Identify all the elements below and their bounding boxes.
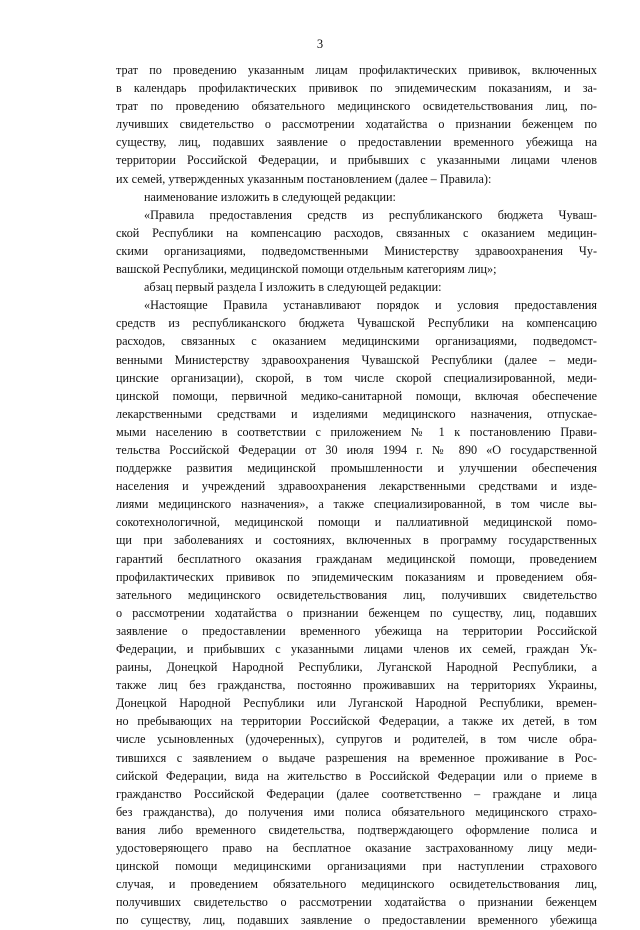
text-line: числе усыновленных (удочеренных), супругов и родителей, в том числе обра- bbox=[116, 732, 597, 747]
text-line: также лиц без гражданства, постоянно проживавших на территориях Украины, bbox=[116, 678, 597, 693]
text-line: раины, Донецкой Народной Республики, Луганской Народной Республики, а bbox=[116, 660, 597, 675]
text-line: профилактических прививок по эпидемическим показаниям и проведением обя- bbox=[116, 569, 597, 584]
text-line: трат по проведению указанным лицам профилактических прививок, включенных bbox=[116, 63, 597, 77]
text-line: зательного медицинского освидетельствования лиц, получивших свидетельство bbox=[116, 587, 597, 602]
text-line: вашской Республики, медицинской помощи отдельным категориям лиц»; bbox=[116, 262, 497, 277]
text-line: получивших свидетельство о рассмотрении ходатайства о признании беженцем bbox=[116, 895, 597, 910]
text-line: по существу, лиц, подавших заявление о предоставлении временного убежища bbox=[116, 913, 597, 928]
text-line: лекарственными средствами и изделиями медицинского назначения, отпускае- bbox=[116, 406, 597, 421]
text-line: «Правила предоставления средств из республиканского бюджета Чуваш- bbox=[144, 207, 597, 222]
text-line: щи при заболеваниях и состояниях, включенных в программу государственных bbox=[116, 533, 597, 548]
text-line: Донецкой Народной Республики или Луганской Народной Республики, времен- bbox=[116, 696, 597, 711]
text-line: сокотехнологичной, медицинской помощи и паллиативной медицинской помо- bbox=[116, 515, 597, 530]
text-line: «Настоящие Правила устанавливают порядок и условия предоставления bbox=[144, 298, 597, 313]
text-line: абзац первый раздела I изложить в следующей редакции: bbox=[144, 280, 442, 295]
text-line: населения и учреждений здравоохранения лекарственными средствами и изде- bbox=[116, 479, 597, 494]
text-line: средств из республиканского бюджета Чувашской Республики на компенсацию bbox=[116, 316, 597, 331]
text-line: трат по проведению обязательного медицинского освидетельствования лиц, по- bbox=[116, 99, 597, 114]
text-line: расходов, связанных с оказанием медицинскими организациями, подведомст- bbox=[116, 334, 597, 349]
text-line: без гражданства), до получения ими полиса обязательного медицинского страхо- bbox=[116, 804, 597, 819]
text-line: вания либо временного свидетельства, подтверждающего оформление полиса и bbox=[116, 822, 597, 837]
text-line: поддержке развития медицинской промышленности и улучшении обеспечения bbox=[116, 461, 597, 476]
text-line: о рассмотрении ходатайства о признании беженцем по существу, лиц, подавших bbox=[116, 605, 597, 620]
text-line: ской Республики на компенсацию расходов, связанных с оказанием медицин- bbox=[116, 225, 597, 240]
text-line: венными Министерству здравоохранения Чувашской Республики (далее – меди- bbox=[116, 352, 597, 367]
text-line: гражданство Российской Федерации (далее соответственно – граждане и лица bbox=[116, 786, 597, 801]
text-line: наименование изложить в следующей редакции: bbox=[144, 189, 396, 204]
text-line: Федерации, и прибывших с указанными лицами членов их семей, граждан Ук- bbox=[116, 642, 597, 656]
text-line: лиями медицинского назначения», а также специализированной, в том числе вы- bbox=[116, 497, 597, 512]
text-line: цинской помощи медицинскими организациями при наступлении страхового bbox=[116, 859, 597, 874]
text-line: удостоверяющего право на бесплатное оказание застрахованному лицу меди- bbox=[116, 841, 597, 856]
text-line: цинской помощи, первичной медико-санитарной помощи, включая обеспечение bbox=[116, 388, 597, 403]
text-line: лучивших свидетельство о рассмотрении ходатайства о признании беженцем по bbox=[116, 117, 597, 132]
text-line: существу, лиц, подавших заявление о предоставлении временного убежища на bbox=[116, 135, 597, 150]
text-line: сийской Федерации, вида на жительство в Российской Федерации или о приеме в bbox=[116, 768, 597, 783]
text-line: заявление о предоставлении временного убежища на территории Российской bbox=[116, 623, 597, 638]
text-line: но пребывающих на территории Российской Федерации, а также их детей, в том bbox=[116, 714, 597, 729]
document-body bbox=[116, 61, 597, 930]
text-line: гарантий бесплатного оказания гражданам медицинской помощи, проведением bbox=[116, 551, 597, 566]
text-line: цинские организации), скорой, в том числе скорой специализированной, меди- bbox=[116, 370, 597, 385]
text-line: территории Российской Федерации, и прибывших с указанными лицами членов bbox=[116, 153, 597, 168]
text-line: их семей, утвержденных указанным постановлением (далее – Правила): bbox=[116, 171, 492, 186]
text-line: случая, и проведением обязательного медицинского освидетельствования лиц, bbox=[116, 877, 597, 892]
text-line: скими организациями, подведомственными Министерству здравоохранения Чу- bbox=[116, 243, 597, 258]
text-line: тившихся с заявлением о выдаче разрешения на временное проживание в Рос- bbox=[116, 750, 597, 765]
text-line: тельства Российской Федерации от 30 июля 1994 г. № 890 «О государственной bbox=[116, 442, 597, 457]
text-line: в календарь профилактических прививок по эпидемическим показаниям, и за- bbox=[116, 81, 597, 96]
text-line: мыми населению в соответствии с приложением № 1 к постановлению Прави- bbox=[116, 424, 597, 439]
page-number: 3 bbox=[316, 37, 324, 51]
